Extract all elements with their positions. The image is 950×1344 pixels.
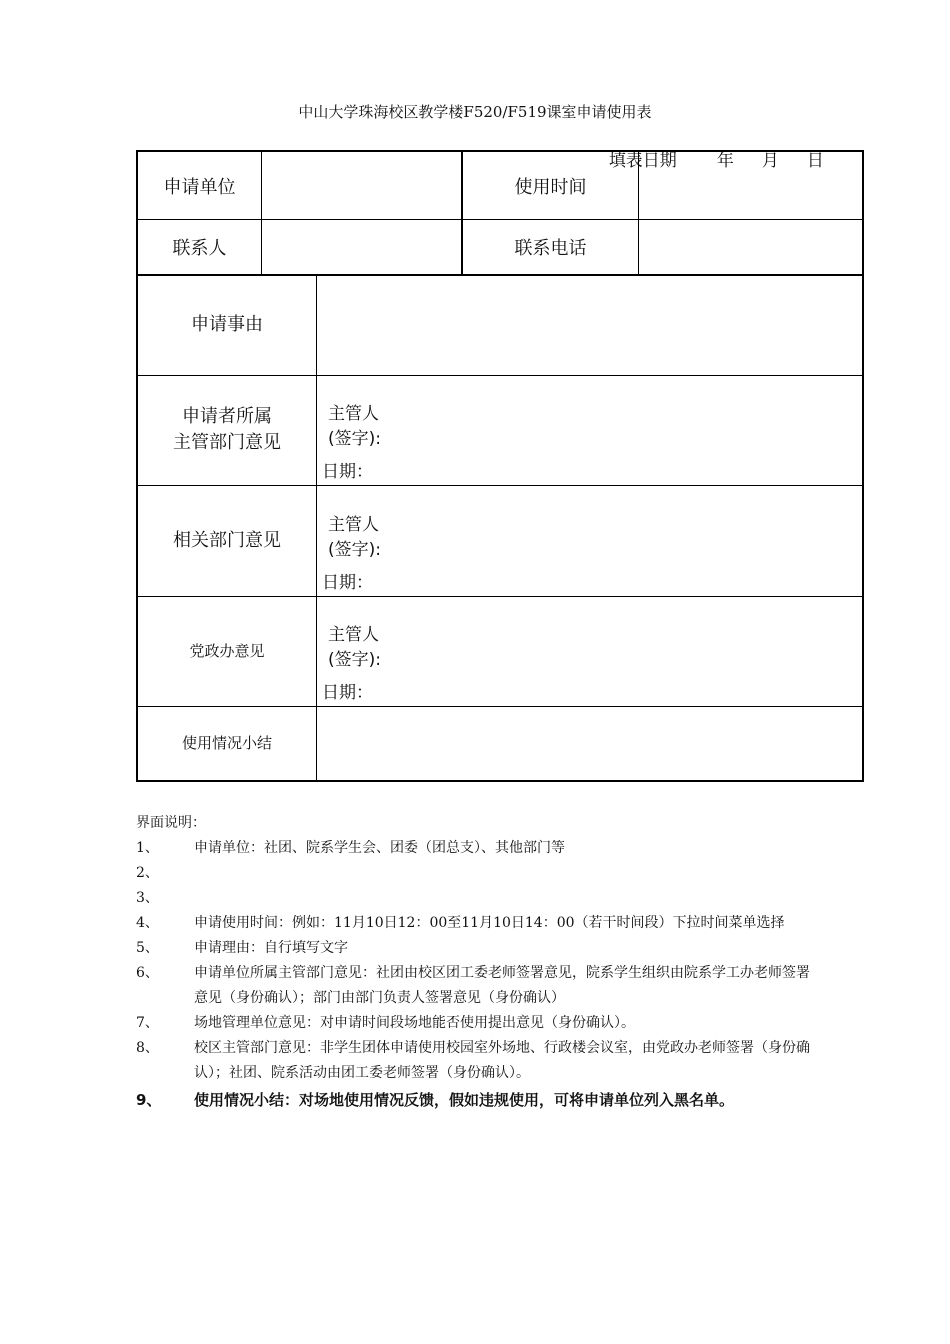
date-label: 日期： <box>322 573 373 593</box>
use-time-label: 使用时间 <box>514 176 587 198</box>
note-item: 3、 <box>136 890 159 906</box>
note-item: 7、 场地管理单位意见：对申请时间段场地能否使用提出意见（身份确认）。 <box>136 1015 635 1031</box>
note-item: 2、 <box>136 865 159 881</box>
note-item: 8、 校区主管部门意见：非学生团体申请使用校园室外场地、行政楼会议室，由党政办老师签署（身份确认）；社团、院系活动由团工委老师签署（身份确认）。 <box>136 1040 810 1081</box>
bottom-table <box>136 275 864 782</box>
note-item: 5、 申请理由：自行填写文字 <box>136 940 348 956</box>
reason-field[interactable] <box>317 275 862 375</box>
note-item: 4、 申请使用时间：例如：11月10日12：00至11月10日14：00（若干时间段）下拉时间菜单选择 <box>136 915 785 931</box>
fill-date-year: 年 <box>716 151 734 171</box>
signature-label: (签字): <box>328 650 381 670</box>
contact-person-label: 联系人 <box>172 238 227 259</box>
date-label: 日期： <box>322 462 373 482</box>
party-office-opinion-label: 党政办意见 <box>189 642 265 660</box>
dept-opinion-label <box>138 375 316 485</box>
contact-phone-field[interactable] <box>639 220 862 274</box>
applicant-unit-label: 申请单位 <box>163 176 236 198</box>
supervisor-label: 主管人 <box>328 515 379 535</box>
dept-opinion-label-line1: 申请者所属 <box>182 406 272 427</box>
party-office-signature[interactable] <box>322 623 381 703</box>
signature-label: (签字): <box>328 540 381 560</box>
signature-label: (签字): <box>328 429 381 449</box>
related-dept-signature[interactable] <box>322 513 381 593</box>
applicant-unit-field[interactable] <box>262 152 461 219</box>
date-label: 日期： <box>322 683 373 703</box>
note-item: 9、 使用情况小结：对场地使用情况反馈，假如违规使用，可将申请单位列入黑名单。 <box>136 1091 735 1109</box>
contact-person-field[interactable] <box>262 220 461 274</box>
supervisor-label: 主管人 <box>328 404 379 424</box>
notes-heading: 界面说明： <box>136 815 206 831</box>
contact-phone-label: 联系电话 <box>514 238 587 259</box>
interface-notes <box>136 811 816 1113</box>
form-title: 中山大学珠海校区教学楼F520/F519课室申请使用表 <box>298 103 652 121</box>
dept-opinion-label-line2: 主管部门意见 <box>173 432 281 453</box>
fill-date-label: 填表日期 <box>608 151 677 171</box>
reason-label: 申请事由 <box>191 314 263 335</box>
supervisor-label: 主管人 <box>328 625 379 645</box>
usage-summary-field[interactable] <box>317 707 862 780</box>
usage-summary-label: 使用情况小结 <box>181 734 272 752</box>
dept-opinion-signature[interactable] <box>322 402 381 482</box>
related-dept-opinion-label: 相关部门意见 <box>173 529 281 551</box>
use-time-field[interactable] <box>639 152 862 219</box>
note-item: 6、 申请单位所属主管部门意见：社团由校区团工委老师签署意见，院系学生组织由院系学工办老师签署意见（身份确认）；部门由部门负责人签署意见（身份确认） <box>136 965 810 1006</box>
note-item: 1、 申请单位：社团、院系学生会、团委（团总支）、其他部门等 <box>136 840 565 856</box>
fill-date-month: 月 <box>761 151 779 171</box>
fill-date-day: 日 <box>806 151 824 171</box>
top-table <box>136 150 864 276</box>
